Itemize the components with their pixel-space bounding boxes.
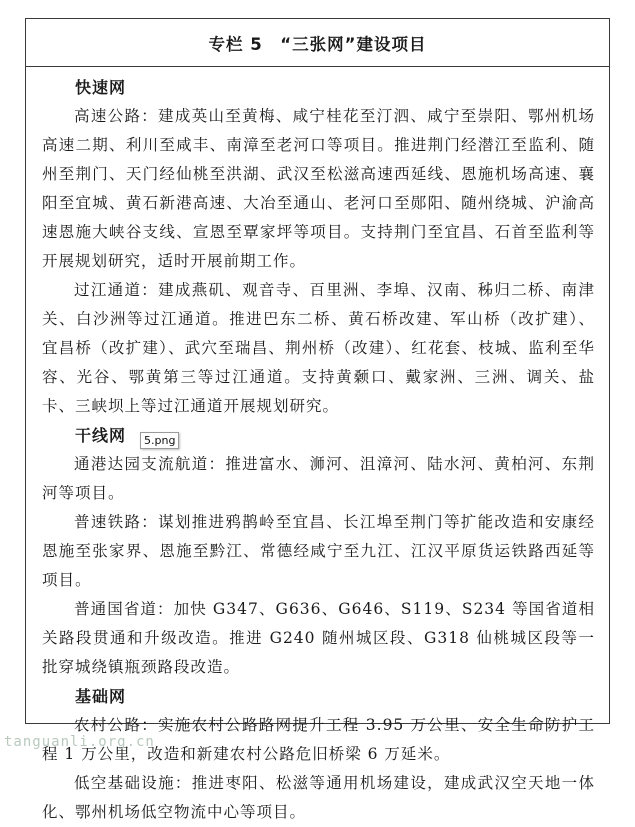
section-heading-trunk-network: 干线网 bbox=[75, 426, 127, 445]
paragraph-rural-roads: 农村公路：实施农村公路路网提升工程 3.95 万公里、安全生命防护工程 1 万公里，改造和新建农村公路危旧桥梁 6 万延米。 bbox=[42, 716, 595, 763]
paragraph-tributary-waterways: 通港达园支流航道：推进富水、浉河、沮漳河、陆水河、黄柏河、东荆河等项目。 bbox=[42, 455, 595, 502]
section-heading-fast-network: 快速网 bbox=[75, 78, 127, 97]
image-filename-tooltip: 5.png bbox=[140, 432, 179, 449]
site-watermark: tanguanli.org.cn bbox=[4, 734, 155, 750]
column-title: 专栏 5 “三张网”建设项目 bbox=[26, 19, 609, 67]
section-heading-basic-network: 基础网 bbox=[75, 687, 127, 706]
paragraph-river-crossings: 过江通道：建成燕矶、观音寺、百里洲、李埠、汉南、秭归二桥、南津关、白沙洲等过江通道。推进巴东二桥、黄石桥改建、军山桥（改扩建）、宜昌桥（改扩建）、武穴至瑞昌、荆州桥（改建）、红花套、枝城、监利至华容、光谷、鄂黄第三等过江通道。支持黄颡口、戴家洲、三洲、调关、盐卡、三峡坝上等过江通道开展规划研究。 bbox=[42, 281, 595, 415]
paragraph-conventional-railways: 普速铁路：谋划推进鸦鹊岭至宜昌、长江埠至荆门等扩能改造和安康经恩施至张家界、恩施至黔江、常德经咸宁至九江、江汉平原货运铁路西延等项目。 bbox=[42, 513, 595, 589]
column-content bbox=[26, 67, 609, 827]
paragraph-low-altitude-infrastructure: 低空基础设施：推进枣阳、松滋等通用机场建设，建成武汉空天地一体化、鄂州机场低空物流中心等项目。 bbox=[42, 774, 595, 821]
paragraph-national-provincial-roads: 普通国省道：加快 G347、G636、G646、S119、S234 等国省道相关路段贯通和升级改造。推进 G240 随州城区段、G318 仙桃城区段等一批穿城绕镇瓶颈路段改造。 bbox=[42, 600, 595, 676]
paragraph-highways: 高速公路：建成英山至黄梅、咸宁桂花至汀泗、咸宁至崇阳、鄂州机场高速二期、利川至咸丰、南漳至老河口等项目。推进荆门经潜江至监利、随州至荆门、天门经仙桃至洪湖、武汉至松滋高速西延线、恩施机场高速、襄阳至宜城、黄石新港高速、大冶至通山、老河口至郧阳、随州绕城、沪渝高速恩施大峡谷支线、宣恩至覃家坪等项目。支持荆门至宜昌、石首至监利等开展规划研究，适时开展前期工作。 bbox=[42, 107, 595, 270]
